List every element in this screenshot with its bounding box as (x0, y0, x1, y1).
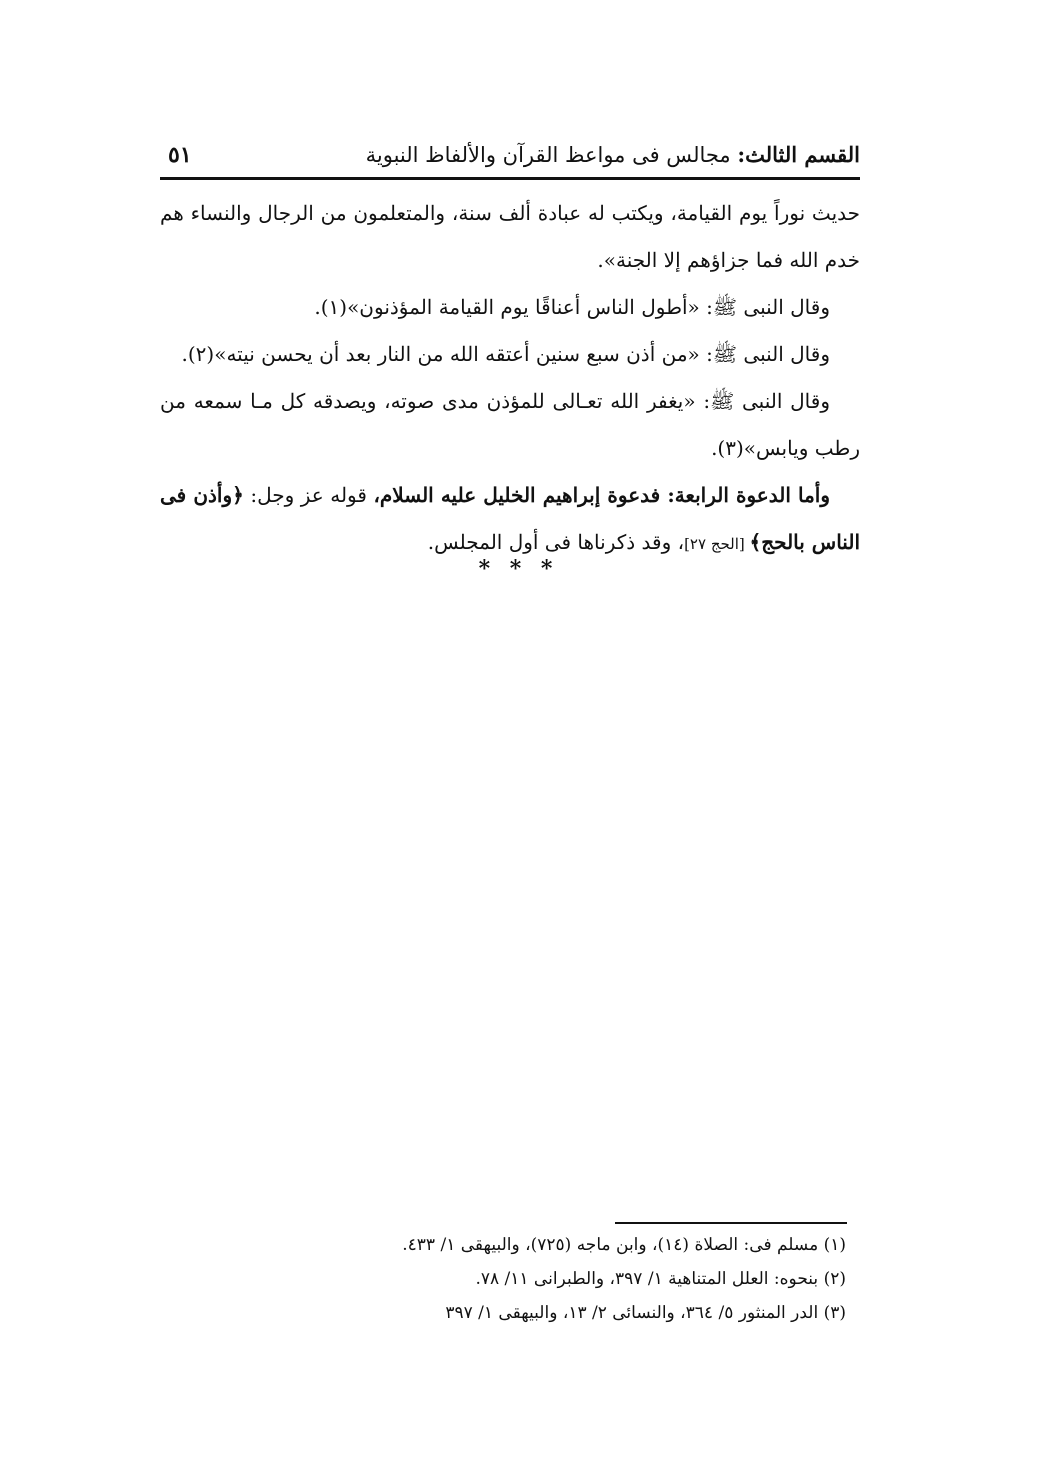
page-number: ٥١ (168, 142, 192, 168)
running-title (366, 142, 860, 167)
fourth-call-heading: وأما الدعوة الرابعة: فدعوة إبراهيم الخليل عليه السلام، (373, 483, 830, 507)
section-label: القسم الثالث: (737, 142, 860, 167)
paragraph-1: حديث نوراً يوم القيامة، ويكتب له عبادة ألف سنة، والمتعلمون من الرجال والنساء هم خدم الله فما جزاؤهم إلا الجنة». (160, 201, 860, 272)
page-header (160, 138, 860, 174)
paragraph-5-end: ، وقد ذكرناها فى أول المجلس. (427, 530, 685, 554)
chapter-title: مجالس فى مواعظ القرآن والألفاظ النبوية (365, 143, 731, 167)
verse-reference: [الحج ٢٧] (684, 535, 750, 553)
verse-intro: قوله عز وجل: (243, 483, 374, 507)
header-rule (160, 177, 860, 180)
footnote-3: (٣) الدر المنثور ٥/ ٣٦٤، والنسائى ٢/ ١٣، والبيهقى ١/ ٣٩٧ (445, 1303, 846, 1323)
footnote-1: (١) مسلم فى: الصلاة (١٤)، وابن ماجه (٧٢٥)، والبيهقى ١/ ٤٣٣. (402, 1235, 846, 1255)
footnote-rule (615, 1222, 847, 1224)
quran-verse: ﴿وأذن فى الناس بالحج﴾ (160, 483, 860, 554)
section-separator: * * * (478, 556, 559, 582)
paragraph-3: وقال النبى ﷺ: «من أذن سبع سنين أعتقه الله من النار بعد أن يحسن نيته»(٢). (181, 342, 830, 366)
paragraph-2: وقال النبى ﷺ: «أطول الناس أعناقًا يوم القيامة المؤذنون»(١). (314, 295, 830, 319)
footnote-2: (٢) بنحوه: العلل المتناهية ١/ ٣٩٧، والطبرانى ١١/ ٧٨. (475, 1269, 846, 1289)
paragraph-5 (160, 472, 860, 568)
footnotes (160, 1228, 846, 1330)
paragraph-4: وقال النبى ﷺ: «يغفر الله تعـالى للمؤذن مدى صوته، ويصدقه كل مـا سمعه من رطب ويابس»(٣). (160, 389, 860, 460)
body-text (160, 190, 860, 568)
